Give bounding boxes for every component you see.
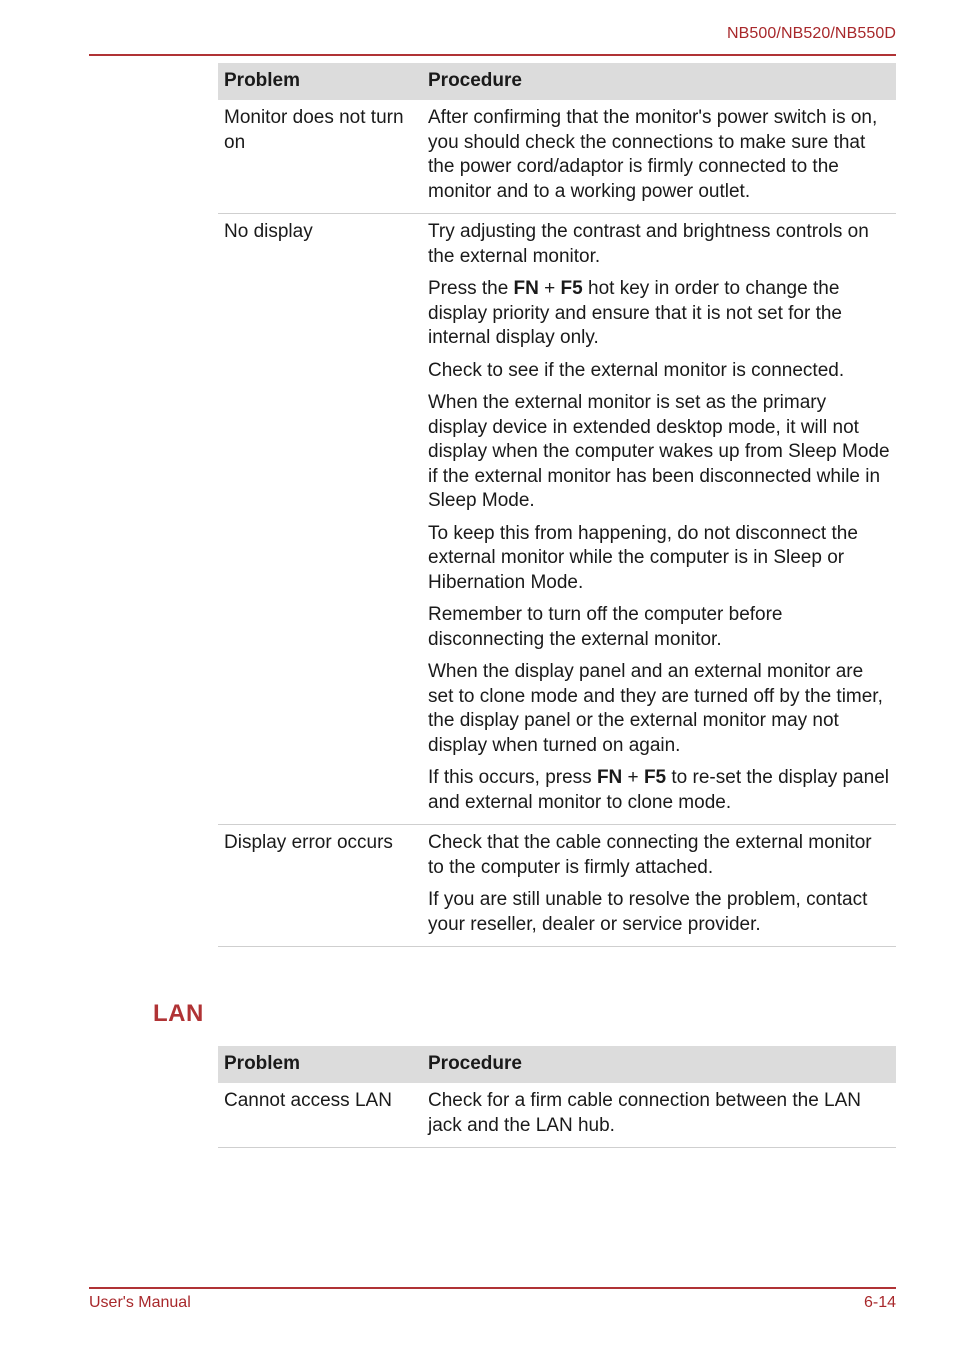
procedure-text: to re-set the display panel and external monitor to clone mode. [428, 767, 889, 813]
procedure-text: + [538, 278, 561, 299]
lan-troubleshooting-table [218, 1046, 896, 1148]
procedure-cell [422, 214, 896, 825]
procedure-paragraph [428, 391, 890, 514]
procedure-text: Remember to turn off the computer before disconnecting the external monitor. [428, 604, 783, 650]
footer-divider [89, 1287, 896, 1289]
table-row [218, 825, 896, 947]
procedure-text: If you are still unable to resolve the problem, contact your reseller, dealer or service provider. [428, 889, 868, 935]
procedure-text: Check that the cable connecting the external monitor to the computer is firmly attached. [428, 832, 872, 878]
display-troubleshooting-table [218, 63, 896, 947]
procedure-text: Check to see if the external monitor is connected. [428, 359, 845, 381]
page-number: 6-14 [863, 1294, 896, 1311]
problem-cell: Cannot access LAN [218, 1083, 422, 1148]
procedure-text: To keep this from happening, do not disconnect the external monitor while the computer is in Sleep or Hibernation Mode. [428, 522, 858, 593]
problem-column-header: Problem [218, 1046, 422, 1083]
procedure-cell [422, 825, 896, 947]
problem-column-header: Problem [218, 63, 422, 100]
procedure-paragraph [428, 660, 890, 758]
procedure-paragraph [428, 831, 890, 880]
footer-manual-label: User's Manual [89, 1294, 191, 1311]
document-model-header: NB500/NB520/NB550D [726, 25, 896, 42]
procedure-text: When the display panel and an external monitor are set to clone mode and they are turned off by the timer, the display panel or the external monitor may not display when turned on again. [428, 661, 883, 756]
procedure-cell [422, 1083, 896, 1148]
table-header-row [218, 1046, 896, 1083]
procedure-cell [422, 100, 896, 214]
procedure-text: + [622, 767, 644, 788]
hotkey-label: FN [596, 767, 623, 788]
procedure-paragraph [428, 106, 890, 204]
procedure-text: Press the [428, 278, 514, 299]
procedure-paragraph [428, 603, 890, 652]
procedure-paragraph [428, 1089, 890, 1138]
procedure-paragraph [428, 888, 890, 937]
procedure-text: After confirming that the monitor's power switch is on, you should check the connections to make sure that the power cord/adaptor is firmly connected to the monitor and to a working power outlet. [428, 107, 878, 202]
procedure-text: hot key in order to change the display priority and ensure that it is not set for the internal display only. [428, 278, 842, 348]
hotkey-label: F5 [643, 767, 667, 788]
problem-cell: No display [218, 214, 422, 825]
procedure-paragraph [428, 220, 890, 269]
table-row [218, 100, 896, 214]
procedure-text: If this occurs, press [428, 767, 597, 788]
lan-section-title: LAN [153, 1000, 204, 1027]
procedure-text: Try adjusting the contrast and brightness controls on the external monitor. [428, 221, 869, 267]
procedure-paragraph [428, 766, 890, 815]
problem-cell: Display error occurs [218, 825, 422, 947]
hotkey-label: FN [513, 278, 539, 299]
procedure-column-header: Procedure [422, 63, 896, 100]
procedure-column-header: Procedure [422, 1046, 896, 1083]
header-divider [89, 54, 896, 56]
problem-cell: Monitor does not turn on [218, 100, 422, 214]
table-row [218, 214, 896, 825]
procedure-paragraph [428, 359, 890, 384]
procedure-text: When the external monitor is set as the primary display device in extended desktop mode, it will not display when the computer wakes up from Sleep Mode if the external monitor has been disconnected while in Sleep Mode. [428, 392, 890, 511]
hotkey-label: F5 [560, 278, 583, 299]
table-row [218, 1083, 896, 1148]
procedure-paragraph [428, 277, 890, 351]
procedure-text: Check for a firm cable connection between the LAN jack and the LAN hub. [428, 1090, 862, 1136]
procedure-paragraph [428, 522, 890, 596]
table-header-row [218, 63, 896, 100]
